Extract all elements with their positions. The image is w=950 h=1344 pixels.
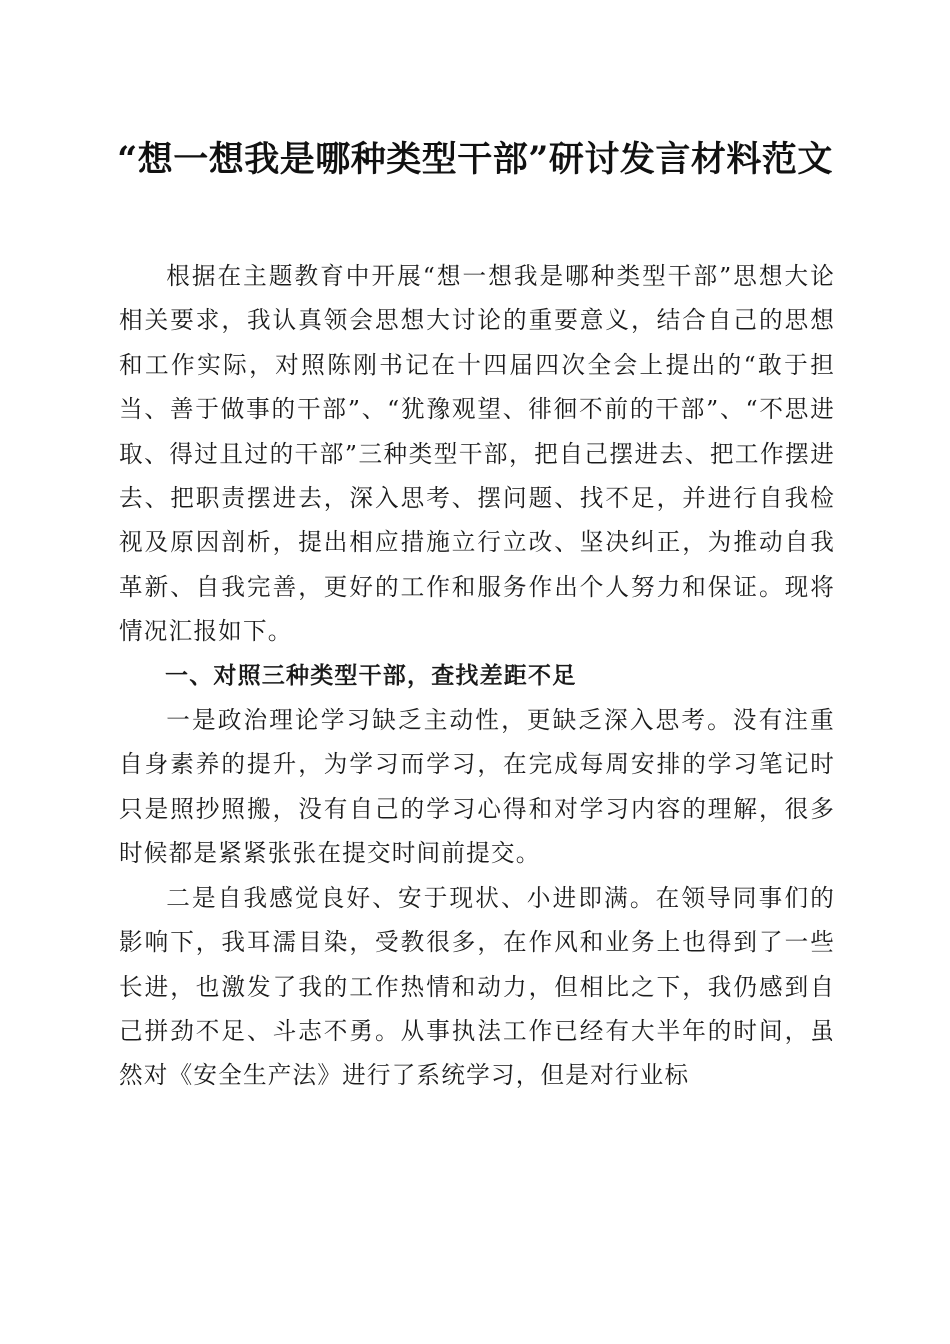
point-1-lead: 一是政治理论学习缺乏主动性，更缺乏深入思考。: [166, 706, 733, 735]
intro-paragraph: 根据在主题教育中开展“想一想我是哪种类型干部”思想大论相关要求，我认真领会思想大讨论的重要意义，结合自己的思想和工作实际，对照陈刚书记在十四届四次全会上提出的“敢于担当、善于做事的干部”、“犹豫观望、徘徊不前的干部”、“不思进取、得过且过的干部”三种类型干部，把自己摆进去、把工作摆进去、把职责摆进去，深入思考、摆问题、找不足，并进行自我检视及原因剖析，提出相应措施立行立改、坚决纠正，为推动自我革新、自我完善，更好的工作和服务作出个人努力和保证。现将情况汇报如下。: [119, 262, 835, 646]
point-2-paragraph: [119, 876, 835, 1098]
point-2-body: 在领导同事们的影响下，我耳濡目染，受教很多，在作风和业务上也得到了一些长进，也激发了我的工作热情和动力，但相比之下，我仍感到自己拼劲不足、斗志不勇。从事执法工作已经有大半年的时间，虽然对《安全生产法》进行了系统学习，但是对行业标: [119, 883, 835, 1090]
point-2-lead: 二是自我感觉良好、安于现状、小进即满。: [166, 883, 656, 912]
point-1-paragraph: [119, 698, 835, 876]
point-1-body: 没有注重自身素养的提升，为学习而学习，在完成每周安排的学习笔记时只是照抄照搬，没有自己的学习心得和对学习内容的理解，很多时候都是紧紧张张在提交时间前提交。: [119, 706, 835, 868]
section-heading: 一、对照三种类型干部，查找差距不足: [165, 662, 577, 689]
document-title: “想一想我是哪种类型干部”研讨发言材料范文: [117, 139, 833, 180]
document-body: [119, 254, 835, 1098]
